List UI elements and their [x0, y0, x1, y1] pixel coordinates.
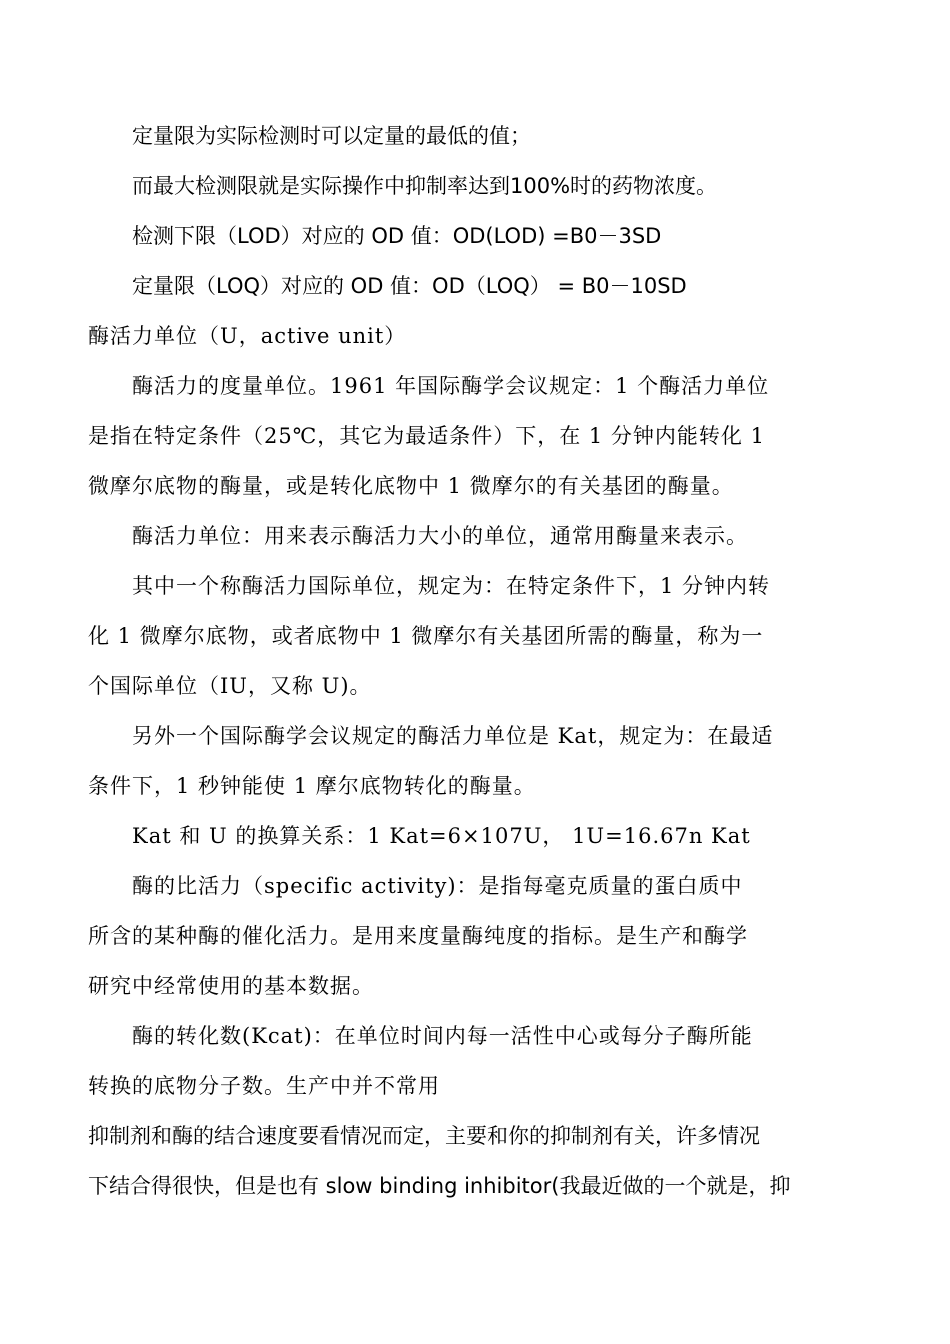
text-line: 转换的底物分子数。生产中并不常用 [88, 1074, 440, 1098]
text-line: 抑制剂和酶的结合速度要看情况而定，主要和你的抑制剂有关，许多情况 [88, 1124, 760, 1148]
text-line: 酶的转化数(Kcat)：在单位时间内每一活性中心或每分子酶所能 [132, 1024, 753, 1048]
text-line: 酶的比活力（specific activity)：是指每毫克质量的蛋白质中 [132, 874, 743, 898]
text-line: 化 1 微摩尔底物，或者底物中 1 微摩尔有关基团所需的酶量，称为一 [88, 624, 764, 648]
text-line-loq-definition: 定量限为实际检测时可以定量的最低的值； [132, 124, 531, 148]
text-line: 条件下，1 秒钟能使 1 摩尔底物转化的酶量。 [88, 774, 536, 798]
text-line: 个国际单位（IU，又称 U)。 [88, 674, 372, 698]
text-line: 是指在特定条件（25℃，其它为最适条件）下，在 1 分钟内能转化 1 [88, 424, 765, 448]
text-line-kat-conversion: Kat 和 U 的换算关系：1 Kat=6×107U， 1U=16.67n Kat [132, 824, 751, 848]
text-line: 研究中经常使用的基本数据。 [88, 974, 374, 998]
text-line-max-detection-limit: 而最大检测限就是实际操作中抑制率达到100%时的药物浓度。 [132, 174, 718, 198]
text-line: 微摩尔底物的酶量，或是转化底物中 1 微摩尔的有关基团的酶量。 [88, 474, 734, 498]
text-line: 所含的某种酶的催化活力。是用来度量酶纯度的指标。是生产和酶学 [88, 924, 748, 948]
text-line: 另外一个国际酶学会议规定的酶活力单位是 Kat，规定为：在最适 [132, 724, 774, 748]
text-line: 下结合得很快，但是也有 slow binding inhibitor(我最近做的一个就是，抑 [88, 1174, 791, 1198]
text-line: 酶活力的度量单位。1961 年国际酶学会议规定：1 个酶活力单位 [132, 374, 770, 398]
text-line: 其中一个称酶活力国际单位，规定为：在特定条件下，1 分钟内转 [132, 574, 771, 598]
section-heading-enzyme-activity-unit: 酶活力单位（U，active unit） [88, 324, 407, 348]
text-line-lod-formula: 检测下限（LOD）对应的 OD 值：OD(LOD) =B0－3SD [132, 224, 662, 248]
text-line: 酶活力单位：用来表示酶活力大小的单位，通常用酶量来表示。 [132, 524, 748, 548]
text-line-loq-formula: 定量限（LOQ）对应的 OD 值：OD（LOQ） = B0－10SD [132, 274, 687, 298]
